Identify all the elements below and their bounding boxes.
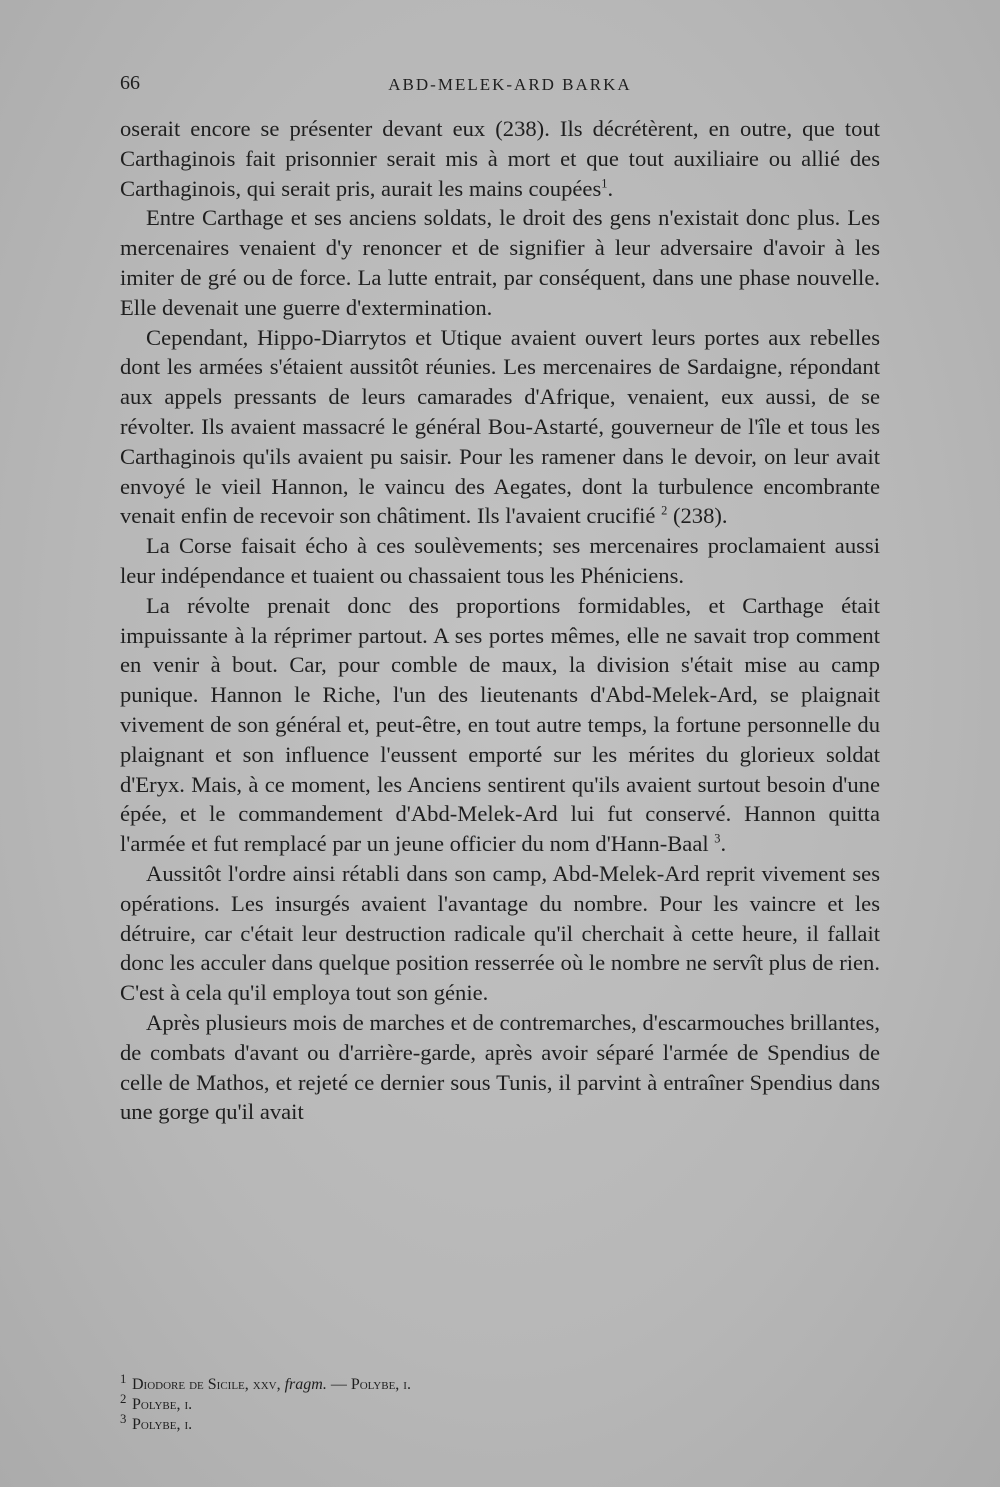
body-text: [120, 114, 880, 1127]
footnote-author: Diodore de Sicile, xxv,: [132, 1376, 281, 1393]
paragraph: [120, 203, 880, 322]
paragraph-text: La révolte prenait donc des proportions formidables, et Carthage était impuissante à la réprimer partout. A ses portes mêmes, elle ne savait trop comment en venir à bout. Car, pour comble de maux, la division s'était mise au camp punique. Hannon le Riche, l'un des lieutenants d'Abd-Melek-Ard, se plaignait vivement de son général et, peut-être, en tout autre temps, la fortune personnelle du plaignant et son influence l'eussent emporté sur les mérites du glorieux soldat d'Eryx. Mais, à ce moment, les Anciens sentirent qu'ils avaient surtout besoin d'une épée, et le commandement d'Abd-Melek-Ard lui fut conservé. Hannon quitta l'armée et fut remplacé par un jeune officier du nom d'Hann-Baal: [120, 592, 880, 857]
footnote-ref: fragm.: [284, 1376, 327, 1393]
paragraph-text: La Corse faisait écho à ces soulèvements; ses mercenaires proclamaient aussi leur indépendance et tuaient ou chassaient tous les Phéniciens.: [120, 533, 880, 588]
paragraph: [120, 114, 880, 203]
paragraph-tail: (238).: [667, 503, 728, 529]
running-head: ABD-MELEK-ARD BARKA: [388, 75, 632, 94]
paragraph-text: Aussitôt l'ordre ainsi rétabli dans son camp, Abd-Melek-Ard reprit vivement ses opérations. Les insurgés avaient l'avantage du nombre. Pour les vaincre et les détruire, car c'était leur destruction radicale qu'il cherchait à cette heure, il fallait donc les acculer dans quelque position resserrée où le nombre ne servît plus de rien. C'est à cela qu'il employa tout son génie.: [120, 860, 880, 1006]
page-header: [120, 72, 900, 102]
footnote-reference: 1: [601, 176, 608, 191]
paragraph: [120, 591, 880, 859]
footnote: 3 Polybe, i.: [120, 1411, 193, 1433]
paragraph: [120, 323, 880, 532]
footnote-reference: 2: [661, 503, 668, 518]
paragraph: [120, 859, 880, 1008]
paragraph: [120, 1008, 880, 1127]
paragraph-text: oserait encore se présenter devant eux (238). Ils décrétèrent, en outre, que tout Carthaginois fait prisonnier serait mis à mort et que tout auxiliaire ou allié des Carthaginois, qui serait pris, aurait les mains coupées: [120, 116, 880, 201]
paragraph: [120, 531, 880, 591]
page-number: 66: [120, 72, 140, 94]
footnote-reference: 3: [714, 831, 721, 846]
paragraph-text: Entre Carthage et ses anciens soldats, le droit des gens n'existait donc plus. Les mercenaires venaient d'y renoncer et de signifier à leur adversaire d'avoir à les imiter de gré ou de force. La lutte entrait, par conséquent, dans une phase nouvelle. Elle devenait une guerre d'extermination.: [120, 205, 880, 320]
paragraph-tail: .: [720, 831, 727, 857]
footnote-tail: — Polybe, i.: [330, 1376, 411, 1393]
footnotes: [120, 1371, 880, 1435]
footnote-author: Polybe, i.: [132, 1396, 193, 1413]
footnote-author: Polybe, i.: [132, 1416, 193, 1433]
paragraph-text: Cependant, Hippo-Diarrytos et Utique avaient ouvert leurs portes aux rebelles dont les armées s'étaient aussitôt réunies. Les mercenaires de Sardaigne, répondant aux appels pressants de leurs camarades d'Afrique, venaient, eux aussi, de se révolter. Ils avaient massacré le général Bou-Astarté, gouverneur de l'île et tous les Carthaginois qu'ils avaient pu saisir. Pour les ramener dans le devoir, on leur avait envoyé le vieil Hannon, le vaincu des Aegates, dont la turbulence encombrante venait enfin de recevoir son châtiment. Ils l'avaient crucifié: [120, 324, 880, 529]
footnote: 1 Diodore de Sicile, xxv, fragm. — Polybe, i.: [120, 1371, 411, 1393]
paragraph-text: Après plusieurs mois de marches et de contremarches, d'escarmouches brillantes, de combats d'avant ou d'arrière-garde, après avoir séparé l'armée de Spendius de celle de Mathos, et rejeté ce dernier sous Tunis, il parvint à entraîner Spendius dans une gorge qu'il avait: [120, 1009, 880, 1125]
paragraph-tail: .: [607, 175, 614, 201]
footnote: 2 Polybe, i.: [120, 1391, 193, 1413]
